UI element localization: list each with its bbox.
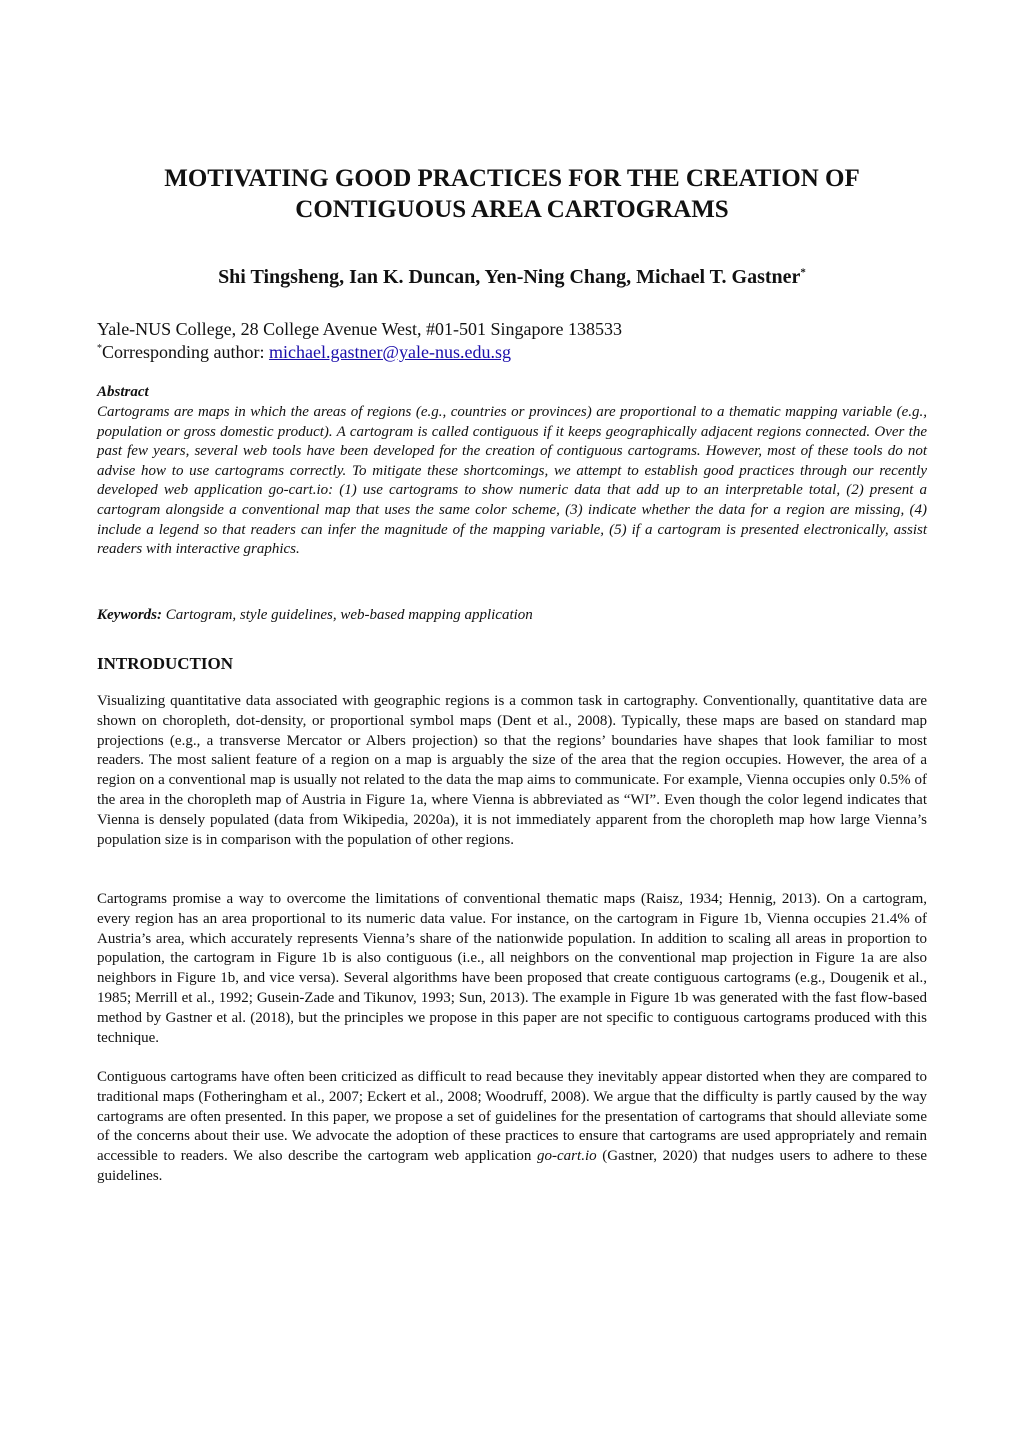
introduction-heading: INTRODUCTION bbox=[97, 654, 234, 673]
intro-paragraph-1: Visualizing quantitative data associated with geographic regions is a common task in cartography. Conventionally, quantitative data are shown on choropleth, dot-density, or proportional symbol maps (Dent et al., 2008). Typically, these maps are based on standard map projections (e.g., a transverse Mercator or Albers projection) so that the regions’ boundaries have shapes that look familiar to most readers. The most salient feature of a region on a map is arguably the size of the area that the region occupies. However, the area of a region on a conventional map is usually not related to the data the map aims to communicate. For example, Vienna occupies only 0.5% of the area in the choropleth map of Austria in Figure 1a, where Vienna is abbreviated as “WI”. Even though the color legend indicates that Vienna is densely populated (data from Wikipedia, 2020a), it is not immediately apparent from the choropleth map how large Vienna’s population size is in comparison with the population of other regions. bbox=[97, 693, 927, 848]
keywords-text: Cartogram, style guidelines, web-based mapping application bbox=[162, 607, 533, 623]
corresponding-label: Corresponding author: bbox=[102, 342, 269, 362]
intro-paragraph-3 bbox=[97, 1068, 927, 1187]
intro-paragraph-2: Cartograms promise a way to overcome the limitations of conventional thematic maps (Raisz, 1934; Hennig, 2013). On a cartogram, every region has an area proportional to its numeric data value. For instance, on the cartogram in Figure 1b, Vienna occupies 21.4% of Austria’s area, which accurately represents Vienna’s share of the nationwide population. In addition to scaling all areas in proportion to population, the cartogram in Figure 1b is also contiguous (i.e., all neighbors on the conventional map projection in Figure 1a are also neighbors in Figure 1b, and vice versa). Several algorithms have been proposed that create contiguous cartograms (e.g., Dougenik et al., 1985; Merrill et al., 1992; Gusein-Zade and Tikunov, 1993; Sun, 2013). The example in Figure 1b was generated with the fast flow-based method by Gastner et al. (2018), but the principles we propose in this paper are not specific to contiguous cartograms produced with this technique. bbox=[97, 891, 927, 1046]
abstract-text: Cartograms are maps in which the areas of regions (e.g., countries or provinces) are proportional to a thematic mapping variable (e.g., population or gross domestic product). A cartogram is called contiguous if it keeps geographically adjacent regions connected. Over the past few years, several web tools have been developed for the creation of contiguous cartograms. However, most of these tools do not advise how to use cartograms correctly. To mitigate these shortcomings, we attempt to establish good practices through our recently developed web application go-cart.io: (1) use cartograms to show numeric data that add up to an interpretable total, (2) present a cartogram alongside a conventional map that uses the same color scheme, (3) indicate whether the data for a region are missing, (4) include a legend so that readers can infer the magnitude of the mapping variable, (5) if a cartogram is presented electronically, assist readers with interactive graphics. bbox=[97, 404, 927, 558]
app-name: go-cart.io bbox=[537, 1148, 597, 1165]
corresponding-author bbox=[97, 341, 927, 364]
author-list bbox=[97, 265, 927, 289]
title-line-1: MOTIVATING GOOD PRACTICES FOR THE CREATION OF bbox=[164, 165, 860, 192]
intro-paragraph-3-end: (Gastner, 2020) that nudges users to adhere to these guidelines. bbox=[97, 1148, 927, 1184]
keywords-line bbox=[97, 606, 927, 625]
email-link[interactable]: michael.gastner@yale-nus.edu.sg bbox=[268, 342, 511, 362]
affiliation: Yale-NUS College, 28 College Avenue West, #01-501 Singapore 138533 bbox=[97, 319, 622, 339]
keywords-label: Keywords: bbox=[97, 607, 162, 623]
corresponding-asterisk: * bbox=[97, 343, 102, 354]
authors-text: Shi Tingsheng, Ian K. Duncan, Yen-Ning Chang, Michael T. Gastner bbox=[218, 266, 801, 288]
title-line-2: CONTIGUOUS AREA CARTOGRAMS bbox=[295, 196, 729, 223]
affiliation-block bbox=[97, 318, 927, 364]
abstract-heading: Abstract bbox=[97, 384, 149, 400]
intro-paragraph-3-start: Contiguous cartograms have often been criticized as difficult to read because they inevitably appear distorted when they are compared to traditional maps (Fotheringham et al., 2007; Eckert et al., 2008; Woodruff, 2008). We argue that the difficulty is partly caused by the way cartograms are often presented. In this paper, we propose a set of guidelines for the presentation of cartograms that should alleviate some of the concerns about their use. We advocate the adoption of these practices to ensure that cartograms are used appropriately and remain accessible to readers. We also describe the cartogram web application bbox=[97, 1069, 927, 1165]
paper-title bbox=[97, 163, 927, 225]
author-asterisk: * bbox=[800, 266, 806, 279]
